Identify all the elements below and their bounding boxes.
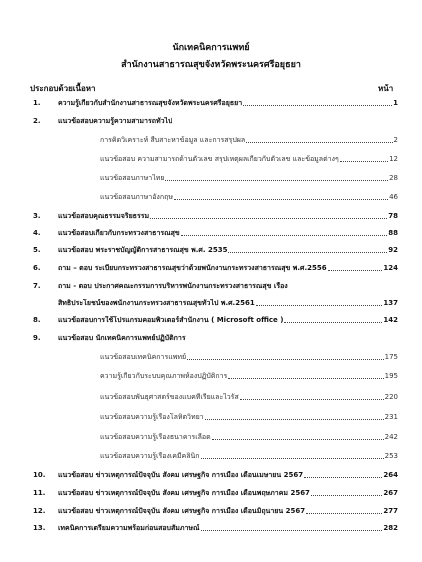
leader-dots xyxy=(205,418,384,420)
toc-number: 10. xyxy=(33,471,46,479)
toc-subentry xyxy=(100,369,398,381)
toc-title: ถาม - ตอบ ประกาศคณะกรรมการบริหารพนักงานกระทรวงสาธารณสุข เรื่อง xyxy=(58,282,288,290)
toc-number: 2. xyxy=(33,117,41,125)
toc-title: แนวข้อสอบเทคนิคการแพทย์ xyxy=(100,353,187,361)
toc-title: แนวข้อสอบ ข่าวเหตุการณ์ปัจจุบัน สังคม เศรษฐกิจ การเมือง เดือนมิถุนายน 2567 xyxy=(58,507,306,515)
leader-dots xyxy=(304,476,382,478)
toc-subentry xyxy=(100,133,398,145)
toc-title: แนวข้อสอบความรู้เรื่องโลหิตวิทยา xyxy=(100,413,204,421)
leader-dots xyxy=(228,377,383,379)
toc-entry xyxy=(33,261,398,273)
toc-page: 12 xyxy=(389,155,398,163)
toc-number: 12. xyxy=(33,507,46,515)
toc-page: 175 xyxy=(384,353,398,361)
leader-dots xyxy=(181,234,388,236)
toc-number: 7. xyxy=(33,282,41,290)
toc-subentry xyxy=(100,430,398,442)
toc-number: 11. xyxy=(33,489,46,497)
toc-number: 3. xyxy=(33,212,41,220)
toc-entry xyxy=(33,486,398,498)
leader-dots xyxy=(306,512,382,514)
toc-page: 78 xyxy=(388,212,398,220)
toc-number: 9. xyxy=(33,334,41,342)
toc-page: 264 xyxy=(383,471,398,479)
leader-dots xyxy=(165,179,388,181)
page-column-heading: หน้า xyxy=(378,84,394,93)
toc-page: 2 xyxy=(393,136,398,144)
toc-subentry xyxy=(100,171,398,183)
leader-dots xyxy=(201,457,384,459)
toc-subentry xyxy=(100,152,398,164)
toc-entry xyxy=(33,243,398,255)
toc-title: แนวข้อสอบภาษาอังกฤษ xyxy=(100,193,173,201)
toc-subentry xyxy=(100,350,398,362)
toc-entry xyxy=(33,279,398,291)
toc-title: สิทธิประโยชน์ของพนักงานกระทรวงสาธารณสุขทั่วไป พ.ศ.2561 xyxy=(58,299,255,307)
toc-number: 5. xyxy=(33,246,41,254)
toc-entry xyxy=(33,313,398,325)
leader-dots xyxy=(240,398,384,400)
toc-page: 92 xyxy=(388,246,398,254)
toc-title: แนวข้อสอบ ข่าวเหตุการณ์ปัจจุบัน สังคม เศรษฐกิจ การเมือง เดือนเมษายน 2567 xyxy=(58,471,304,479)
toc-entry xyxy=(33,114,398,126)
toc-title: แนวข้อสอบความรู้เรื่องธนาคารเลือด xyxy=(100,433,211,441)
toc-title: แนวข้อสอบเกี่ยวกับกระทรวงสาธารณสุข xyxy=(58,229,180,237)
toc-title: แนวข้อสอบ ความสามารถด้านตัวเลข สรุปเหตุผลเกี่ยวกับตัวเลข และข้อมูลต่างๆ xyxy=(100,155,339,163)
leader-dots xyxy=(311,494,382,496)
document-subtitle: สำนักงานสาธารณสุขจังหวัดพระนครศรีอยุธยา xyxy=(121,60,301,70)
toc-number: 6. xyxy=(33,264,41,272)
toc-entry xyxy=(33,331,398,343)
toc-subentry xyxy=(100,410,398,422)
toc-page: 220 xyxy=(384,393,398,401)
toc-title: ถาม – ตอบ ระเบียบกระทรวงสาธารณสุขว่าด้วยพนักงานกระทรวงสาธารณสุข พ.ศ.2556 xyxy=(58,264,327,272)
toc-number: 4. xyxy=(33,229,41,237)
document-title: นักเทคนิคการแพทย์ xyxy=(172,43,250,53)
toc-page: 267 xyxy=(383,489,398,497)
toc-subentry xyxy=(100,190,398,202)
toc-entry xyxy=(33,504,398,516)
toc-entry xyxy=(33,209,398,221)
toc-title: ความรู้เกี่ยวกับสำนักงานสาธารณสุขจังหวัดพระนครศรีอยุธยา xyxy=(58,99,243,107)
leader-dots xyxy=(243,104,392,106)
toc-subentry xyxy=(100,390,398,402)
toc-title: เทคนิคการเตรียมความพร้อมก่อนสอบสัมภาษณ์ xyxy=(58,524,200,532)
toc-title: แนวข้อสอบคุณธรรมจริยธรรม xyxy=(58,212,150,220)
toc-page: 28 xyxy=(389,174,398,182)
toc-title: แนวข้อสอบ ข่าวเหตุการณ์ปัจจุบัน สังคม เศรษฐกิจ การเมือง เดือนพฤษภาคม 2567 xyxy=(58,489,310,497)
toc-subentry xyxy=(100,449,398,461)
toc-page: 231 xyxy=(384,413,398,421)
toc-title: ความรู้เกี่ยวกับระบบคุณภาพห้องปฏิบัติการ xyxy=(100,372,228,380)
leader-dots xyxy=(228,251,387,253)
leader-dots xyxy=(212,438,384,440)
toc-page: 253 xyxy=(384,452,398,460)
toc-page: 277 xyxy=(383,507,398,515)
toc-title: แนวข้อสอบการใช้โปรแกรมคอมพิวเตอร์สำนักงาน ( Microsoft office ) xyxy=(58,316,284,324)
toc-entry xyxy=(33,468,398,480)
toc-page: 124 xyxy=(383,264,398,272)
leader-dots xyxy=(187,358,384,360)
toc-page: 242 xyxy=(384,433,398,441)
toc-entry xyxy=(33,226,398,238)
leader-dots xyxy=(246,141,392,143)
toc-title: แนวข้อสอบพันธุศาสตร์ของแบคทีเรียและไวรัส xyxy=(100,393,239,401)
toc-page: 142 xyxy=(383,316,398,324)
toc-entry-continuation xyxy=(58,296,398,308)
toc-entry xyxy=(33,521,398,533)
leader-dots xyxy=(201,529,383,531)
toc-title: แนวข้อสอบความรู้เรื่องเคมีคลินิก xyxy=(100,452,200,460)
toc-title: แนวข้อสอบภาษาไทย xyxy=(100,174,165,182)
toc-page: 88 xyxy=(388,229,398,237)
toc-number: 13. xyxy=(33,524,46,532)
toc-title: แนวข้อสอบ นักเทคนิคการแพทย์ปฏิบัติการ xyxy=(58,334,186,342)
toc-title: แนวข้อสอบความรู้ความสามารถทั่วไป xyxy=(58,117,173,125)
toc-number: 8. xyxy=(33,316,41,324)
toc-title: การคิดวิเคราะห์ สืบสาะหาข้อมูล และการสรุปผล xyxy=(100,136,246,144)
toc-entry xyxy=(33,96,398,108)
leader-dots xyxy=(174,198,388,200)
leader-dots xyxy=(340,160,388,162)
contents-heading: ประกอบด้วยเนื้อหา xyxy=(30,84,96,93)
toc-page: 282 xyxy=(383,524,398,532)
toc-page: 1 xyxy=(393,99,398,107)
toc-page: 46 xyxy=(389,193,398,201)
toc-title: แนวข้อสอบ พระราชบัญญัติการสาธารณสุข พ.ศ. 2535 xyxy=(58,246,228,254)
leader-dots xyxy=(284,321,382,323)
toc-page: 137 xyxy=(383,299,398,307)
leader-dots xyxy=(328,269,383,271)
leader-dots xyxy=(150,217,387,219)
toc-page: 195 xyxy=(384,372,398,380)
leader-dots xyxy=(256,304,383,306)
toc-number: 1. xyxy=(33,99,41,107)
